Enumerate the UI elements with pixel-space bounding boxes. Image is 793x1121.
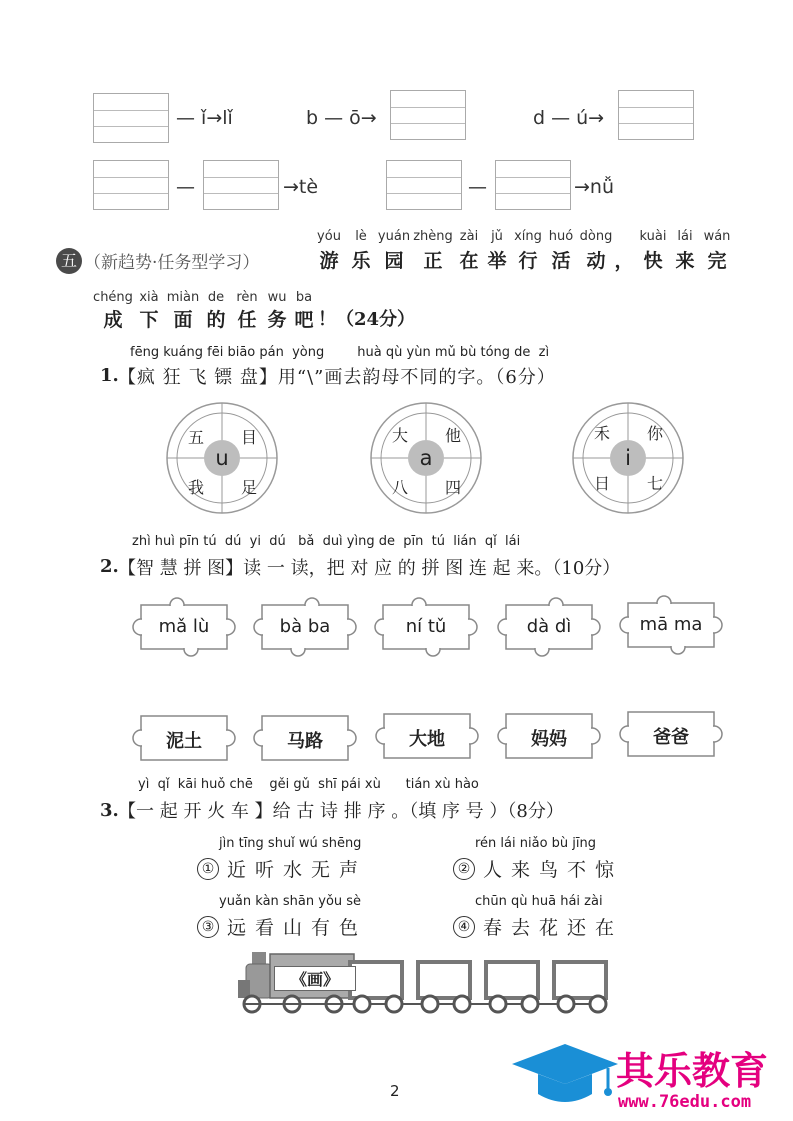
pinyin-puzzle-piece[interactable] — [383, 605, 469, 649]
dartboard-char[interactable]: 日 — [593, 474, 610, 493]
piece-label: mǎ lù — [158, 616, 210, 637]
poem-pinyin: yuǎn kàn shān yǒu sè — [219, 894, 362, 909]
dartboard-char[interactable]: 目 — [240, 428, 257, 447]
watermark — [510, 1040, 790, 1116]
dartboard-char[interactable]: 足 — [240, 478, 257, 497]
piece-label: 马路 — [287, 731, 323, 752]
piece-label: 妈妈 — [531, 729, 567, 750]
spelling-text: b — ō→ — [306, 107, 377, 129]
section-points: ！（24分） — [318, 309, 416, 330]
hanzi: 园 — [384, 250, 404, 272]
train-car-slot[interactable] — [556, 964, 604, 996]
question-text: 【一 起 开 火 车 】给 古 诗 排 序 。（填 序 号 ）（8分） — [118, 801, 564, 822]
pinyin: kuài — [639, 229, 667, 244]
section-tag: （新趋势·任务型学习） — [84, 253, 260, 273]
pinyin: miàn — [166, 290, 200, 305]
answer-box[interactable] — [495, 160, 571, 210]
hanzi: 来 — [675, 250, 695, 272]
dartboard-char[interactable]: 禾 — [593, 424, 610, 443]
pinyin: ba — [295, 290, 313, 305]
poem-pinyin: chūn qù huā hái zài — [475, 894, 603, 909]
question-number: 3. — [100, 800, 119, 821]
spelling-text: d — ú→ — [533, 107, 605, 129]
poem-number: ④ — [453, 916, 475, 938]
poem-pinyin: rén lái niǎo bù jīng — [475, 836, 596, 851]
train-car-slot[interactable] — [488, 964, 536, 996]
train — [234, 948, 614, 1020]
poem-number: ② — [453, 858, 475, 880]
hanzi: 快 — [643, 250, 663, 272]
question-number: 1. — [100, 365, 119, 386]
piece-label: mā ma — [639, 614, 703, 635]
graduation-cap-icon — [510, 1042, 620, 1112]
dartboard-char[interactable]: 大 — [391, 426, 408, 445]
pinyin: dòng — [579, 229, 613, 244]
question-pinyin: yì qǐ kāi huǒ chē gěi gǔ shī pái xù tián xù hào — [138, 777, 479, 792]
hanzi: 下 — [139, 309, 159, 331]
hanzi: 正 — [423, 250, 443, 272]
answer-box[interactable] — [386, 160, 462, 210]
hanzi: 吧 — [294, 309, 314, 331]
hanzi: 任 — [237, 309, 257, 331]
dartboard-char[interactable]: 七 — [646, 474, 663, 493]
hanzi: 动 — [586, 250, 606, 272]
pinyin-puzzle-piece[interactable] — [262, 605, 348, 649]
poem-text: 人来鸟不惊 — [483, 859, 624, 881]
train-car-slot[interactable] — [352, 964, 400, 996]
word-puzzle-piece[interactable] — [262, 716, 348, 760]
question-text: 【智 慧 拼 图】读 一 读，把 对 应 的 拼 图 连 起 来。（10分） — [118, 558, 621, 579]
poem-pinyin: jìn tīng shuǐ wú shēng — [219, 836, 362, 851]
hanzi: 举 — [487, 250, 507, 272]
pinyin: lái — [677, 229, 693, 244]
pinyin: xíng — [514, 229, 542, 244]
piece-label: ní tǔ — [405, 616, 447, 637]
hanzi: 成 — [103, 309, 123, 331]
answer-box[interactable] — [203, 160, 279, 210]
piece-label: bà ba — [279, 616, 331, 637]
answer-box[interactable] — [93, 160, 169, 210]
pinyin: xià — [139, 290, 159, 305]
spelling-text: — ǐ→lǐ — [176, 107, 233, 129]
pinyin-puzzle-piece[interactable] — [141, 605, 227, 649]
hanzi: 务 — [267, 309, 287, 331]
spelling-text: — — [176, 176, 195, 198]
spelling-text: →tè — [283, 176, 319, 198]
pinyin: wu — [267, 290, 287, 305]
page-number: 2 — [390, 1082, 400, 1100]
train-car-slot[interactable] — [420, 964, 468, 996]
hanzi: 在 — [459, 250, 479, 272]
dartboard-char[interactable]: 我 — [187, 478, 204, 497]
pinyin: yóu — [317, 229, 341, 244]
dartboard-char[interactable]: 五 — [187, 428, 204, 447]
question-pinyin: fēng kuáng fēi biāo pán yòng huà qù yùn mǔ bù tóng de zì — [130, 345, 550, 360]
hanzi: 完 — [707, 250, 727, 272]
question-pinyin: zhì huì pīn tú dú yi dú bǎ duì yìng de pīn tú lián qǐ lái — [132, 534, 521, 549]
dartboard-center: i — [625, 446, 631, 470]
train-engine-label: 《画》 — [274, 966, 356, 991]
dartboard-center: a — [419, 446, 433, 470]
dartboard-char[interactable]: 他 — [444, 426, 461, 445]
pinyin: lè — [355, 229, 367, 244]
word-puzzle-piece[interactable] — [628, 712, 714, 756]
piece-label: 爸爸 — [653, 727, 689, 748]
word-puzzle-piece[interactable] — [506, 714, 592, 758]
hanzi: 的 — [206, 309, 226, 331]
word-puzzle-piece[interactable] — [384, 714, 470, 758]
pinyin: zhèng — [413, 229, 453, 244]
dartboard-center: u — [215, 446, 229, 470]
dartboard-char[interactable]: 你 — [646, 424, 663, 443]
spelling-text: →nǚ — [574, 176, 615, 198]
dartboard-char[interactable]: 八 — [391, 478, 408, 497]
pinyin: chéng — [93, 290, 133, 305]
poem-number: ③ — [197, 916, 219, 938]
answer-box[interactable] — [618, 90, 694, 140]
piece-label: 泥土 — [166, 731, 202, 752]
question-number: 2. — [100, 556, 119, 577]
pinyin: de — [207, 290, 225, 305]
pinyin: wán — [703, 229, 731, 244]
dartboard-char[interactable]: 四 — [444, 478, 461, 497]
question-text: 【疯 狂 飞 镖 盘】用“\”画去韵母不同的字。（6分） — [118, 367, 556, 388]
poem-text: 近听水无声 — [227, 859, 368, 881]
watermark-brand: 其乐教育 — [616, 1049, 769, 1093]
piece-label: 大地 — [409, 729, 445, 750]
piece-label: dà dì — [526, 616, 572, 637]
poem-text: 远看山有色 — [227, 917, 368, 939]
pinyin: huó — [548, 229, 574, 244]
answer-box[interactable] — [93, 93, 169, 143]
pinyin: zài — [459, 229, 479, 244]
pinyin-puzzle-piece[interactable] — [506, 605, 592, 649]
word-puzzle-piece[interactable] — [141, 716, 227, 760]
dartboard — [369, 401, 483, 515]
pinyin: jǔ — [491, 229, 503, 244]
poem-number: ① — [197, 858, 219, 880]
pinyin: yuán — [377, 229, 411, 244]
spelling-text: — — [468, 176, 487, 198]
hanzi: 面 — [173, 309, 193, 331]
dartboard — [571, 401, 685, 515]
dartboard — [165, 401, 279, 515]
hanzi: 活 — [551, 250, 571, 272]
pinyin-puzzle-piece[interactable] — [628, 603, 714, 647]
answer-box[interactable] — [390, 90, 466, 140]
section-number-badge: 五 — [56, 248, 82, 274]
watermark-url: www.76edu.com — [618, 1092, 752, 1112]
punctuation: ， — [614, 250, 634, 272]
poem-text: 春去花还在 — [483, 917, 624, 939]
hanzi: 乐 — [351, 250, 371, 272]
pinyin: rèn — [236, 290, 258, 305]
hanzi: 游 — [319, 250, 339, 272]
hanzi: 行 — [518, 250, 538, 272]
